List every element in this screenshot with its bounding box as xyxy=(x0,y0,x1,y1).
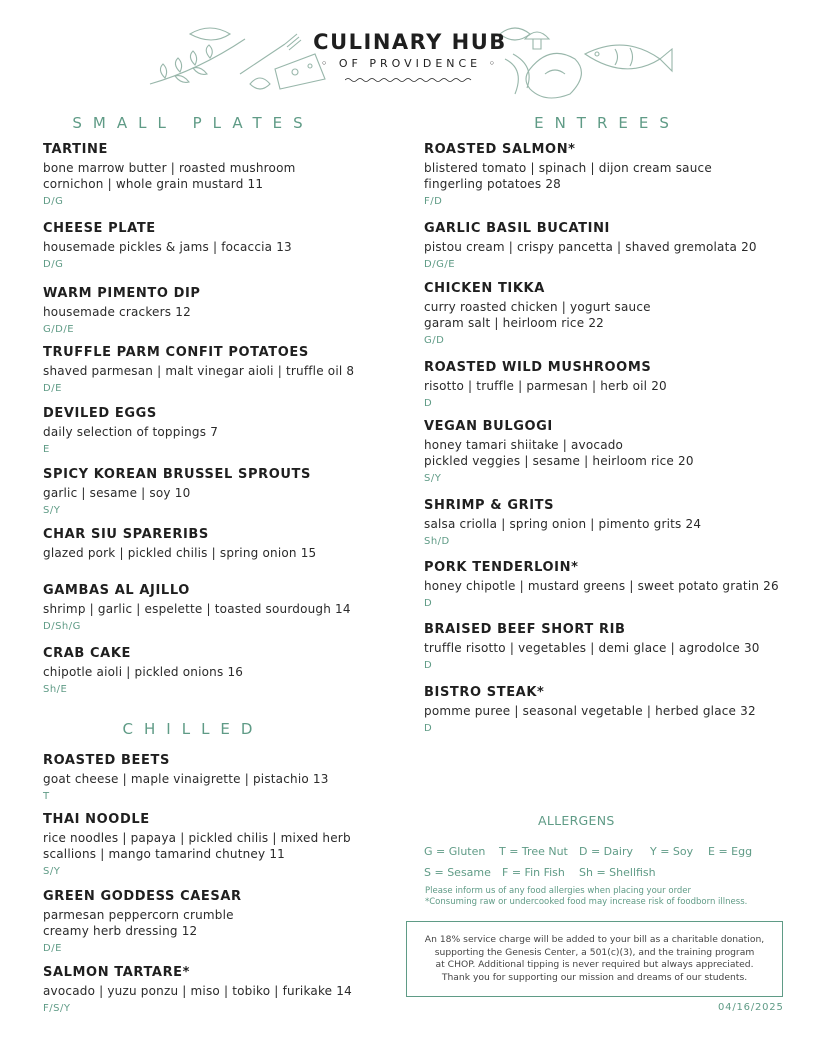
menu-item xyxy=(43,582,413,634)
diamond-icon: ◦ xyxy=(488,57,500,70)
item-name: BISTRO STEAK* xyxy=(424,685,545,700)
item-name: SHRIMP & GRITS xyxy=(424,498,555,513)
wave-divider xyxy=(345,76,475,84)
item-description: honey tamari shiitake | avocado pickled veggies | sesame | heirloom rice 20 xyxy=(424,438,694,468)
item-allergens: D/E xyxy=(43,383,62,394)
item-allergens: F/S/Y xyxy=(43,1003,71,1014)
item-description: risotto | truffle | parmesan | herb oil 20 xyxy=(424,379,667,393)
item-allergens: Sh/D xyxy=(424,536,450,547)
section-title-entrees: ENTREES xyxy=(534,114,680,132)
restaurant-name: CULINARY HUB xyxy=(313,30,507,54)
item-description: salsa criolla | spring onion | pimento grits 24 xyxy=(424,517,702,531)
item-description: honey chipotle | mustard greens | sweet potato gratin 26 xyxy=(424,579,779,593)
item-description: housemade crackers 12 xyxy=(43,305,191,319)
item-name: SPICY KOREAN BRUSSEL SPROUTS xyxy=(43,467,311,482)
menu-item xyxy=(43,888,413,956)
menu-item xyxy=(43,811,413,879)
item-name: GARLIC BASIL BUCATINI xyxy=(424,221,610,236)
item-allergens: D/G/E xyxy=(424,259,456,270)
allergen-key: S = Sesame xyxy=(424,866,491,879)
menu-item xyxy=(424,684,794,736)
item-description: garlic | sesame | soy 10 xyxy=(43,486,191,500)
item-name: CRAB CAKE xyxy=(43,646,132,661)
allergens-title: ALLERGENS xyxy=(538,813,615,828)
item-allergens: D/Sh/G xyxy=(43,621,81,632)
item-description: pistou cream | crispy pancetta | shaved gremolata 20 xyxy=(424,240,757,254)
item-description: rice noodles | papaya | pickled chilis | mixed herb scallions | mango tamarind chutney 11 xyxy=(43,831,351,861)
item-allergens: D xyxy=(424,723,433,734)
menu-item xyxy=(424,359,794,411)
allergen-key: Sh = Shellfish xyxy=(579,866,656,879)
item-name: DEVILED EGGS xyxy=(43,406,157,421)
item-name: ROASTED SALMON* xyxy=(424,142,576,157)
section-title-chilled: CHILLED xyxy=(122,720,264,738)
item-name: THAI NOODLE xyxy=(43,812,150,827)
menu-item xyxy=(43,285,413,337)
item-name: TARTINE xyxy=(43,142,109,157)
item-description: curry roasted chicken | yogurt sauce garam salt | heirloom rice 22 xyxy=(424,300,651,330)
restaurant-subtitle: ◦ OF PROVIDENCE ◦ xyxy=(320,57,500,70)
menu-header xyxy=(145,14,675,104)
diamond-icon: ◦ xyxy=(320,57,332,70)
item-name: WARM PIMENTO DIP xyxy=(43,286,201,301)
item-allergens: G/D xyxy=(424,335,445,346)
item-description: parmesan peppercorn crumble creamy herb dressing 12 xyxy=(43,908,234,938)
item-allergens: D/E xyxy=(43,943,62,954)
item-allergens: G/D/E xyxy=(43,324,75,335)
notice-text: An 18% service charge will be added to your bill as a charitable donation, supporting the Genesis Center, a 501(c)(3), and the training program at CHOP. Additional tipping is never required but always appreciated. Thank you for supporting our mission and dreams of our students. xyxy=(424,934,765,983)
item-name: BRAISED BEEF SHORT RIB xyxy=(424,622,626,637)
item-description: truffle risotto | vegetables | demi glace | agrodolce 30 xyxy=(424,641,760,655)
item-description: goat cheese | maple vinaigrette | pistachio 13 xyxy=(43,772,329,786)
item-allergens: E xyxy=(43,444,50,455)
menu-item xyxy=(424,141,794,209)
item-allergens: T xyxy=(43,791,50,802)
menu-item xyxy=(43,645,413,697)
allergen-key: D = Dairy xyxy=(579,845,633,858)
item-name: CHEESE PLATE xyxy=(43,221,156,236)
allergy-notes: Please inform us of any food allergies when placing your order *Consuming raw or undercooked food may increase risk of foodborn illness. xyxy=(425,886,748,907)
item-description: housemade pickles & jams | focaccia 13 xyxy=(43,240,292,254)
item-description: chipotle aioli | pickled onions 16 xyxy=(43,665,244,679)
item-name: CHICKEN TIKKA xyxy=(424,281,545,296)
service-charge-notice xyxy=(406,921,783,997)
allergen-key: E = Egg xyxy=(708,845,753,858)
menu-item xyxy=(43,141,413,209)
item-name: ROASTED WILD MUSHROOMS xyxy=(424,360,652,375)
item-name: SALMON TARTARE* xyxy=(43,965,191,980)
menu-item xyxy=(424,418,794,486)
item-description: avocado | yuzu ponzu | miso | tobiko | furikake 14 xyxy=(43,984,352,998)
item-description: glazed pork | pickled chilis | spring onion 15 xyxy=(43,546,317,560)
item-name: PORK TENDERLOIN* xyxy=(424,560,579,575)
menu-item xyxy=(43,466,413,518)
item-description: pomme puree | seasonal vegetable | herbed glace 32 xyxy=(424,704,756,718)
menu-date: 04/16/2025 xyxy=(718,1002,784,1013)
item-allergens: S/Y xyxy=(43,866,61,877)
section-title-small-plates: SMALL PLATES xyxy=(72,114,314,132)
menu-item xyxy=(424,280,794,348)
item-allergens: S/Y xyxy=(424,473,442,484)
item-allergens: D xyxy=(424,598,433,609)
item-description: daily selection of toppings 7 xyxy=(43,425,219,439)
item-allergens: D/G xyxy=(43,196,64,207)
allergen-key: F = Fin Fish xyxy=(502,866,565,879)
item-description: shrimp | garlic | espelette | toasted sourdough 14 xyxy=(43,602,351,616)
item-name: GAMBAS AL AJILLO xyxy=(43,583,190,598)
allergen-key: T = Tree Nut xyxy=(499,845,568,858)
allergen-key: G = Gluten xyxy=(424,845,486,858)
menu-item xyxy=(424,621,804,673)
menu-item xyxy=(43,405,413,457)
menu-item xyxy=(43,964,413,1016)
item-name: CHAR SIU SPARERIBS xyxy=(43,527,209,542)
menu-item xyxy=(43,220,413,272)
item-name: VEGAN BULGOGI xyxy=(424,419,553,434)
item-name: ROASTED BEETS xyxy=(43,753,170,768)
item-name: GREEN GODDESS CAESAR xyxy=(43,889,242,904)
item-name: TRUFFLE PARM CONFIT POTATOES xyxy=(43,345,309,360)
menu-item xyxy=(424,220,794,272)
menu-item xyxy=(43,526,413,561)
item-description: bone marrow butter | roasted mushroom cornichon | whole grain mustard 11 xyxy=(43,161,296,191)
menu-item xyxy=(43,752,413,804)
allergen-key: Y = Soy xyxy=(650,845,694,858)
item-allergens: Sh/E xyxy=(43,684,68,695)
item-allergens: D xyxy=(424,398,433,409)
item-description: blistered tomato | spinach | dijon cream sauce fingerling potatoes 28 xyxy=(424,161,712,191)
item-allergens: F/D xyxy=(424,196,443,207)
item-allergens: D/G xyxy=(43,259,64,270)
menu-item xyxy=(424,497,794,549)
item-description: shaved parmesan | malt vinegar aioli | truffle oil 8 xyxy=(43,364,355,378)
item-allergens: S/Y xyxy=(43,505,61,516)
menu-item xyxy=(43,344,413,396)
menu-item xyxy=(424,559,804,611)
item-allergens: D xyxy=(424,660,433,671)
